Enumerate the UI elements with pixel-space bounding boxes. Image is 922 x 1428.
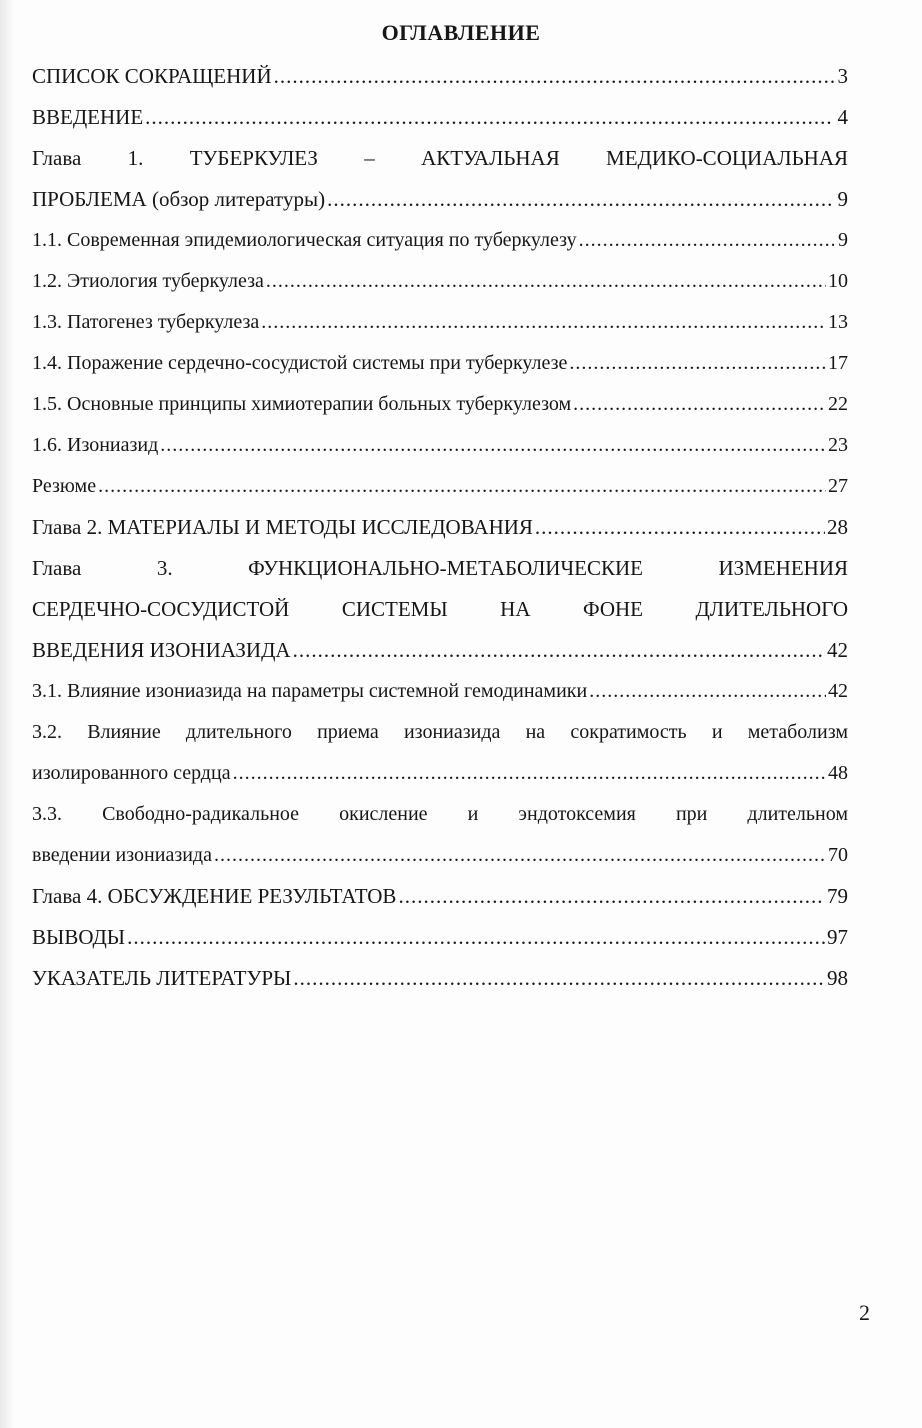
toc-entry-page: 42 (827, 638, 848, 662)
toc-heading: ОГЛАВЛЕНИЕ (381, 20, 541, 45)
toc-entry-references[interactable] (32, 958, 848, 999)
toc-entry-section-1-1[interactable] (32, 220, 848, 261)
toc-entry-title: изолированного сердца (32, 762, 231, 784)
dot-leader (293, 630, 825, 671)
toc-entry-chapter-1[interactable] (32, 138, 848, 220)
dot-leader (160, 425, 826, 466)
toc-entry-page: 4 (837, 105, 848, 129)
toc-entry-summary[interactable] (32, 466, 848, 507)
dot-leader (261, 302, 826, 343)
toc-entry-page: 70 (828, 844, 848, 866)
toc-entry-page: 28 (827, 515, 848, 539)
toc-entry-introduction[interactable] (32, 97, 848, 138)
toc-entry-page: 3 (837, 64, 848, 88)
toc-entry-title: 1.2. Этиология туберкулеза (32, 270, 264, 292)
toc-entry-page: 9 (837, 187, 848, 211)
scan-edge-shadow (0, 0, 14, 1428)
toc-entry-title: 1.1. Современная эпидемиологическая ситуация по туберкулезу (32, 229, 577, 251)
toc-entry-title: 3.1. Влияние изониазида на параметры системной гемодинамики (32, 680, 588, 702)
toc-entry-title: ВЫВОДЫ (32, 925, 126, 949)
toc-entry-page: 48 (828, 762, 848, 784)
dot-leader (569, 343, 826, 384)
toc-entry-title: ПРОБЛЕМА (обзор литературы) (32, 187, 326, 211)
toc-entry-section-1-5[interactable] (32, 384, 848, 425)
toc-entry-title: ВВЕДЕНИЕ (32, 105, 144, 129)
dot-leader (573, 384, 826, 425)
page-number: 2 (859, 1300, 870, 1325)
dot-leader (535, 507, 825, 548)
dot-leader (579, 220, 834, 261)
toc-entry-chapter-3[interactable] (32, 548, 848, 671)
toc-entry-section-1-3[interactable] (32, 302, 848, 343)
toc-entry-title: 1.4. Поражение сердечно-сосудистой системы при туберкулезе (32, 352, 568, 374)
toc-entry-page: 22 (828, 393, 848, 415)
toc-entry-page: 79 (827, 884, 848, 908)
toc-entry-title-line: Глава 3. ФУНКЦИОНАЛЬНО-МЕТАБОЛИЧЕСКИЕ ИЗМЕНЕНИЯ (32, 556, 848, 580)
toc-entry-title-line: 3.2. Влияние длительного приема изониазида на сократимость и метаболизм (32, 721, 848, 743)
toc-entry-title: Глава 4. ОБСУЖДЕНИЕ РЕЗУЛЬТАТОВ (32, 884, 397, 908)
toc-entry-title: введении изониазида (32, 844, 212, 866)
toc-entry-conclusions[interactable] (32, 917, 848, 958)
toc-entry-section-3-1[interactable] (32, 671, 848, 712)
toc-entry-title: Глава 2. МАТЕРИАЛЫ И МЕТОДЫ ИССЛЕДОВАНИЯ (32, 515, 533, 539)
dot-leader (398, 876, 825, 917)
toc-entry-page: 42 (828, 680, 848, 702)
toc-entry-page: 27 (828, 475, 848, 497)
toc-entry-page: 23 (828, 434, 848, 456)
dot-leader (327, 179, 834, 220)
dot-leader (145, 97, 834, 138)
toc-entry-page: 10 (828, 270, 848, 292)
toc-entry-chapter-2[interactable] (32, 507, 848, 548)
dot-leader (214, 835, 826, 876)
toc-entry-title: 1.3. Патогенез туберкулеза (32, 311, 260, 333)
dot-leader (233, 753, 826, 794)
toc-entry-title: СПИСОК СОКРАЩЕНИЙ (32, 64, 272, 88)
toc-entry-page: 9 (838, 229, 848, 251)
toc-entry-title-line: 3.3. Свободно-радикальное окисление и эндотоксемия при длительном (32, 803, 848, 825)
toc-entry-chapter-4[interactable] (32, 876, 848, 917)
toc-entry-title: ВВЕДЕНИЯ ИЗОНИАЗИДА (32, 638, 291, 662)
table-of-contents (32, 56, 848, 999)
dot-leader (127, 917, 825, 958)
toc-entry-section-3-2[interactable] (32, 712, 848, 794)
toc-entry-page: 98 (827, 966, 848, 990)
dot-leader (589, 671, 826, 712)
dot-leader (293, 958, 825, 999)
toc-entry-title-line: СЕРДЕЧНО-СОСУДИСТОЙ СИСТЕМЫ НА ФОНЕ ДЛИТЕЛЬНОГО (32, 597, 848, 621)
dot-leader (98, 466, 826, 507)
toc-entry-section-3-3[interactable] (32, 794, 848, 876)
toc-entry-section-1-4[interactable] (32, 343, 848, 384)
toc-entry-section-1-6[interactable] (32, 425, 848, 466)
toc-entry-title-line: Глава 1. ТУБЕРКУЛЕЗ – АКТУАЛЬНАЯ МЕДИКО-СОЦИАЛЬНАЯ (32, 146, 848, 170)
toc-entry-page: 17 (828, 352, 848, 374)
toc-entry-page: 13 (828, 311, 848, 333)
dot-leader (266, 261, 826, 302)
dot-leader (274, 56, 834, 97)
toc-entry-section-1-2[interactable] (32, 261, 848, 302)
toc-entry-page: 97 (827, 925, 848, 949)
toc-entry-abbreviations[interactable] (32, 56, 848, 97)
toc-entry-title: Резюме (32, 475, 97, 497)
toc-entry-title: 1.5. Основные принципы химиотерапии больных туберкулезом (32, 393, 572, 415)
toc-entry-title: 1.6. Изониазид (32, 434, 159, 456)
toc-entry-title: УКАЗАТЕЛЬ ЛИТЕРАТУРЫ (32, 966, 292, 990)
